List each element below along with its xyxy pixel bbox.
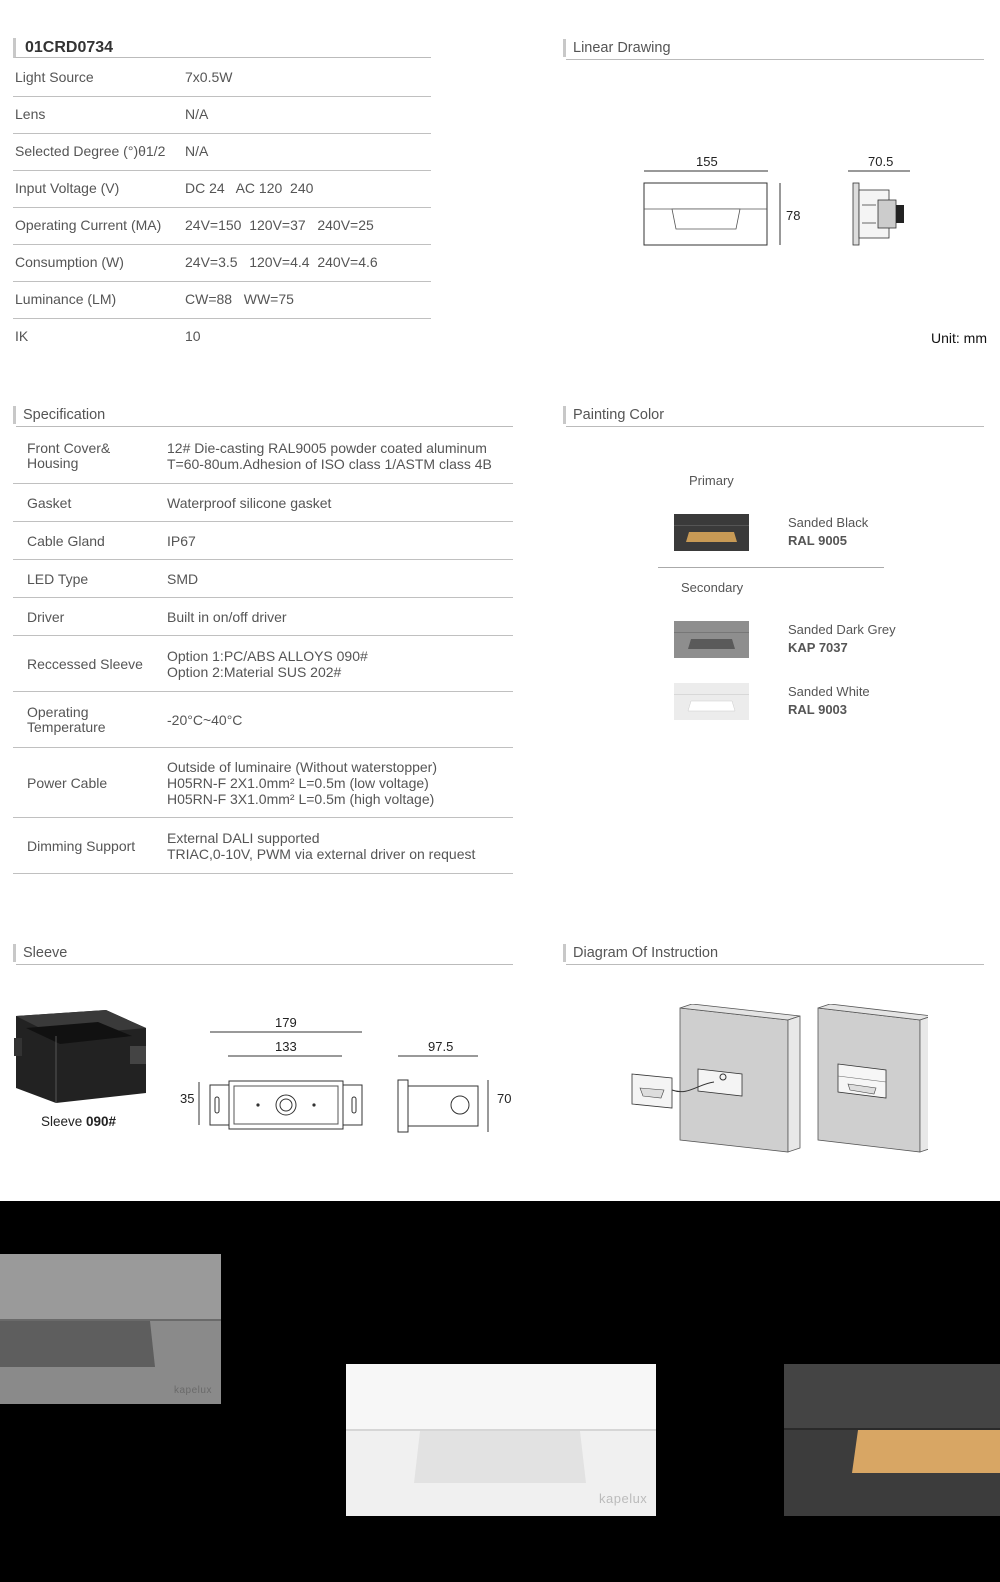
- product-row-value: N/A: [185, 106, 209, 122]
- sleeve-caption: [41, 1114, 116, 1129]
- painting-color-title: Painting Color: [563, 406, 664, 424]
- sleeve-title: Sleeve: [13, 944, 67, 962]
- product-row: [13, 319, 431, 356]
- spec-row-label: Dimming Support: [27, 838, 136, 854]
- spec-row-label: Operating Temperature: [27, 704, 106, 735]
- spec-row: [13, 484, 513, 522]
- spec-row-value: Waterproof silicone gasket: [167, 495, 332, 511]
- product-row-value: N/A: [185, 143, 209, 159]
- width-dimension: 155: [696, 154, 718, 169]
- product-row-value: CW=88 WW=75: [185, 291, 294, 307]
- sleeve-caption-code: 090#: [86, 1114, 117, 1129]
- spec-row-label: Front Cover& Housing: [27, 440, 111, 471]
- specification-divider: [16, 426, 513, 427]
- sleeve-caption-text: Sleeve: [41, 1114, 87, 1129]
- product-row-label: Operating Current (MA): [15, 217, 162, 233]
- product-row-label: Light Source: [15, 69, 94, 85]
- swatch-name-white: Sanded White: [788, 684, 870, 699]
- depth-dimension: 70.5: [868, 154, 894, 169]
- spec-row: [13, 692, 513, 748]
- sleeve-side-height-dimension: 70: [497, 1091, 512, 1106]
- product-row-label: Luminance (LM): [15, 291, 117, 307]
- linear-drawing-title: Linear Drawing: [563, 39, 671, 57]
- product-row: [13, 60, 431, 97]
- primary-label: Primary: [689, 473, 734, 488]
- spec-row-value: Built in on/off driver: [167, 609, 287, 625]
- product-row-value: 10: [185, 328, 201, 344]
- swatch-divider: [658, 567, 884, 568]
- spec-row-label: Driver: [27, 609, 65, 625]
- product-row-label: IK: [15, 328, 29, 344]
- sleeve-photo: [14, 1008, 149, 1103]
- sleeve-overall-dimension: 179: [275, 1015, 297, 1030]
- spec-row: [13, 522, 513, 560]
- product-row-label: Lens: [15, 106, 46, 122]
- spec-row-value: SMD: [167, 571, 199, 587]
- product-row: [13, 282, 431, 319]
- product-row-value: DC 24 AC 120 240: [185, 180, 314, 196]
- linear-drawing-divider: [566, 59, 984, 60]
- spec-row-label: LED Type: [27, 571, 89, 587]
- spec-row-value: -20°C~40°C: [167, 712, 243, 728]
- product-row: [13, 208, 431, 245]
- swatch-code-black: RAL 9005: [788, 533, 848, 548]
- product-code: 01CRD0734: [13, 38, 431, 58]
- product-photo: [0, 1201, 1000, 1582]
- swatch-sanded-white: [674, 683, 749, 720]
- product-row-value: 24V=150 120V=37 240V=25: [185, 217, 374, 233]
- painting-color-divider: [566, 426, 984, 427]
- spec-row-label: Power Cable: [27, 775, 108, 791]
- secondary-label: Secondary: [681, 580, 744, 595]
- swatch-code-grey: KAP 7037: [788, 640, 848, 655]
- product-row-label: Selected Degree (°)θ1/2: [15, 143, 166, 159]
- product-row: [13, 97, 431, 134]
- sleeve-drawing: [180, 1020, 520, 1140]
- sleeve-inner-dimension: 133: [275, 1039, 297, 1054]
- product-row: [13, 245, 431, 282]
- spec-row-value: 12# Die-casting RAL9005 powder coated aluminum T=60-80um.Adhesion of ISO class 1/ASTM class 4B: [167, 440, 492, 472]
- spec-row: [13, 748, 513, 818]
- product-row: [13, 171, 431, 208]
- swatch-code-white: RAL 9003: [788, 702, 848, 717]
- instruction-title: Diagram Of Instruction: [563, 944, 718, 962]
- specification-title: Specification: [13, 406, 105, 424]
- product-row-label: Input Voltage (V): [15, 180, 120, 196]
- spec-row: [13, 818, 513, 874]
- spec-row-value: Outside of luminaire (Without waterstopper) H05RN-F 2X1.0mm² L=0.5m (low voltage) H05RN-F 3X1.0mm² L=0.5m (high voltage): [167, 759, 437, 807]
- brand-logo-left: kapelux: [174, 1385, 212, 1396]
- spec-row: [13, 428, 513, 484]
- spec-row-label: Cable Gland: [27, 533, 105, 549]
- instruction-divider: [566, 964, 984, 965]
- brand-logo-center: kapelux: [599, 1491, 648, 1506]
- swatch-name-black: Sanded Black: [788, 515, 869, 530]
- product-row-value: 7x0.5W: [185, 69, 233, 85]
- sleeve-height-dimension: 35: [180, 1091, 195, 1106]
- sleeve-divider: [16, 964, 513, 965]
- spec-row-value: External DALI supported TRIAC,0-10V, PWM via external driver on request: [167, 830, 476, 862]
- swatch-sanded-black: [674, 514, 749, 551]
- spec-row: [13, 636, 513, 692]
- height-dimension: 78: [786, 208, 801, 223]
- product-row: [13, 134, 431, 171]
- spec-row-label: Gasket: [27, 495, 72, 511]
- sleeve-depth-dimension: 97.5: [428, 1039, 454, 1054]
- unit-label: Unit: mm: [931, 330, 987, 346]
- spec-row-label: Reccessed Sleeve: [27, 656, 143, 672]
- product-row-label: Consumption (W): [15, 254, 124, 270]
- spec-row-value: Option 1:PC/ABS ALLOYS 090# Option 2:Material SUS 202#: [167, 648, 368, 680]
- spec-row: [13, 598, 513, 636]
- spec-row-value: IP67: [167, 533, 196, 549]
- instruction-diagram: [628, 1004, 928, 1154]
- swatch-name-grey: Sanded Dark Grey: [788, 622, 896, 637]
- swatch-sanded-dark-grey: [674, 621, 749, 658]
- spec-row: [13, 560, 513, 598]
- product-row-value: 24V=3.5 120V=4.4 240V=4.6: [185, 254, 378, 270]
